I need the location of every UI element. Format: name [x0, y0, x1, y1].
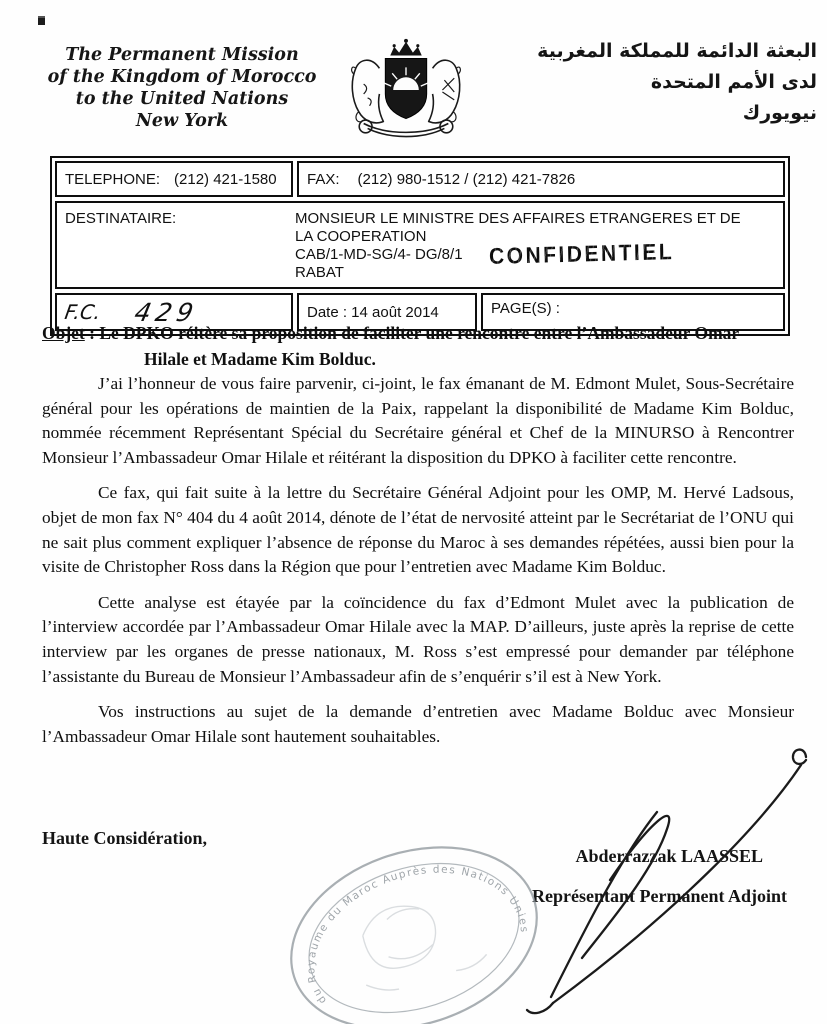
mission-ar-line1: البعثة الدائمة للمملكة المغربية — [537, 40, 817, 62]
fax-label: FAX: — [307, 170, 340, 188]
body-paragraph-2: Ce fax, qui fait suite à la lettre du Secrétaire Général Adjoint pour les OMP, M. Hervé Ladsous, objet de mon fax N° 404 du 4 août 2014, dénote de l’état de nervosité atteint par le Secrétariat de l’ONU qui ne sait plus comment expliquer l’absence de réponse du Maroc à ses demandes répétées, aussi bien pour la visite de Christopher Ross dans la Région que pour l’entretien avec Madame Kim Bolduc. — [42, 483, 794, 577]
destinataire-line4: RABAT — [295, 264, 344, 281]
telephone-label: TELEPHONE: — [65, 170, 161, 188]
mission-en-line1: The Permanent Mission — [65, 45, 299, 65]
morocco-coat-of-arms-icon — [342, 34, 470, 148]
destinataire-line3: CAB/1-MD-SG/4- DG/8/1 — [295, 246, 463, 263]
fax-value: (212) 980-1512 / (212) 421-7826 — [357, 170, 576, 188]
destinataire-line1: MONSIEUR LE MINISTRE DES AFFAIRES ETRANGERES ET DE — [295, 210, 741, 227]
destinataire-label: DESTINATAIRE: — [65, 210, 177, 227]
table-row-destinataire — [55, 201, 785, 289]
signature-scribble — [527, 750, 806, 1013]
mission-ar-line2: لدى الأمم المتحدة — [650, 71, 817, 93]
signatory-title: Représentant Permanent Adjoint — [532, 886, 787, 906]
file-code-label-handwritten: F.C. — [63, 300, 103, 324]
file-code-number-handwritten: 429 — [131, 297, 201, 327]
mission-name-english — [44, 44, 320, 132]
fax-header-table — [50, 156, 790, 336]
fax-cell — [297, 161, 785, 197]
mission-ar-line3: نيويورك — [742, 102, 817, 124]
subject-label: Objet — [42, 323, 85, 343]
subject-text: Le DPKO réitère sa proposition de faciliter une rencontre entre l’Ambassadeur Omar Hilale et Madame Kim Bolduc. — [99, 323, 739, 369]
subject-colon: : — [84, 323, 100, 343]
body-paragraph-4: Vos instructions au sujet de la demande d’entretien avec Madame Bolduc avec Monsieur l’Ambassadeur Omar Hilale sont hautement souhaitables. — [42, 702, 794, 746]
letter-body — [42, 372, 794, 760]
table-row-phone-fax — [55, 161, 785, 197]
body-paragraph-1: J’ai l’honneur de vous faire parvenir, ci-joint, le fax émanant de M. Edmont Mulet, Sous-Secrétaire général pour les opérations de maintien de la Paix, rappelant la disponibilité de Madame Kim Bolduc, nommée récemment Représentant Spécial du Secrétaire général et Chef de la MINURSO à Rencontrer Monsieur l’Ambassadeur Omar Hilale et réitérant la disposition du DPKO à faciliter cette rencontre. — [42, 374, 794, 467]
confidentiel-stamp: CONFIDENTIEL — [488, 239, 675, 270]
destinataire-cell — [55, 201, 785, 289]
mission-seal-stamp — [268, 817, 561, 1024]
body-paragraph-3: Cette analyse est étayée par la coïncidence du fax d’Edmont Mulet avec la publication de l’interview accordée par l’Ambassadeur Omar Hilale avec la MAP. D’ailleurs, juste après la reprise de cette interview par les organes de presse nationaux, M. Ross s’est empressé pour demander par téléphone l’assistante du Bureau de Monsieur l’Ambassadeur afin de s’enquérir s’il est à New York. — [42, 592, 794, 686]
closing-salutation: Haute Considération, — [42, 828, 208, 848]
mission-en-line4: New York — [135, 111, 229, 131]
destinataire-line2: LA COOPERATION — [295, 228, 427, 245]
telephone-cell — [55, 161, 293, 197]
mission-name-arabic — [517, 36, 817, 129]
signatory-name: Abderrazzak LAASSEL — [575, 846, 763, 866]
mission-en-line2: of the Kingdom of Morocco — [47, 67, 317, 87]
pages-label: PAGE(S) : — [491, 300, 560, 317]
svg-text:du Royaume du Maroc Auprès des: du Royaume du Maroc Auprès des Nations Unies — [305, 863, 531, 1006]
scan-artifact-mark — [38, 16, 45, 25]
mission-en-line3: to the United Nations — [75, 89, 289, 109]
date-text: Date : 14 août 2014 — [307, 303, 439, 321]
subject-line — [42, 320, 766, 372]
telephone-value: (212) 421-1580 — [174, 170, 277, 188]
